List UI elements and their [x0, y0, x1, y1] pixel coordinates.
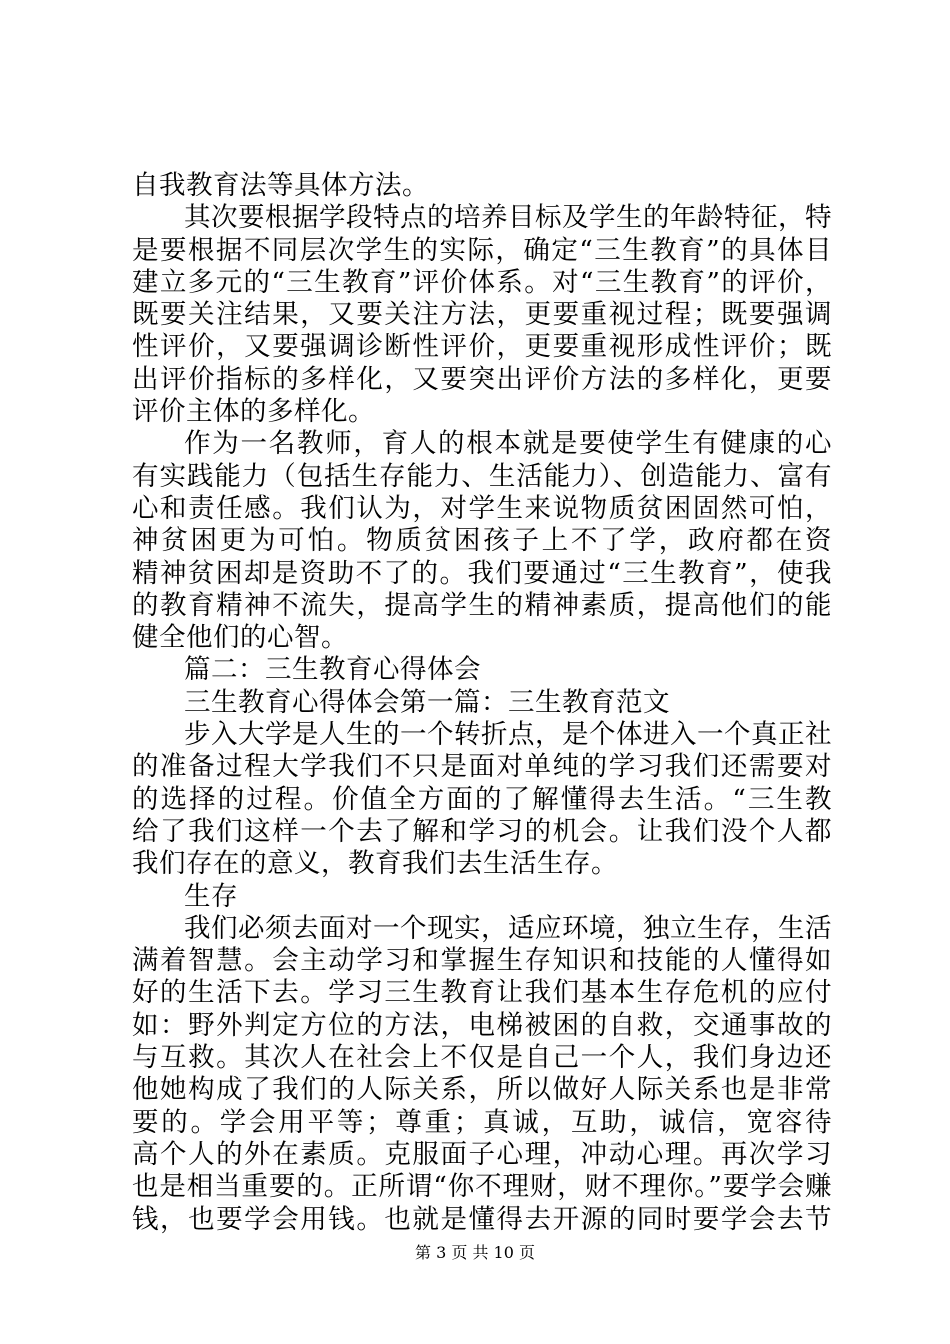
text-line: 作为一名教师，育人的根本就是要使学生有健康的心 — [184, 428, 832, 460]
text-line: 我们必须去面对一个现实，适应环境，独立生存，生活 — [184, 912, 832, 944]
text-line: 建立多元的“三生教育”评价体系。对“三生教育”的评价， — [132, 266, 832, 298]
text-line: 如：野外判定方位的方法，电梯被困的自救，交通事故的 — [132, 1009, 832, 1041]
text-line: 心和责任感。我们认为，对学生来说物质贫困固然可怕， — [132, 492, 832, 524]
document-body — [132, 170, 832, 1236]
text-line: 给了我们这样一个去了解和学习的机会。让我们没个人都 — [132, 815, 832, 847]
text-line: 钱，也要学会用钱。也就是懂得去开源的同时要学会去节 — [132, 1203, 832, 1235]
text-line: 好的生活下去。学习三生教育让我们基本生存危机的应付 — [132, 977, 832, 1009]
text-line: 自我教育法等具体方法。 — [132, 170, 429, 201]
text-line: 的准备过程大学我们不只是面对单纯的学习我们还需要对 — [132, 751, 832, 783]
text-line: 他她构成了我们的人际关系，所以做好人际关系也是非常 — [132, 1074, 832, 1106]
text-line: 也是相当重要的。正所谓“你不理财，财不理你。”要学会赚 — [132, 1171, 832, 1203]
text-line: 健全他们的心智。 — [132, 622, 348, 654]
text-line: 生存 — [184, 880, 238, 912]
text-line: 满着智慧。会主动学习和掌握生存知识和技能的人懂得如 — [132, 945, 832, 977]
text-line: 既要关注结果，又要关注方法，更要重视过程；既要强调 — [132, 299, 832, 331]
text-line: 步入大学是人生的一个转折点，是个体进入一个真正社 — [184, 719, 832, 751]
text-line: 其次要根据学段特点的培养目标及学生的年龄特征，特 — [184, 202, 832, 234]
text-line: 有实践能力（包括生存能力、生活能力）、创造能力、富有 — [132, 460, 832, 492]
text-line: 我们存在的意义，教育我们去生活生存。 — [132, 848, 618, 880]
text-line: 评价主体的多样化。 — [132, 396, 375, 428]
text-line: 出评价指标的多样化，又要突出评价方法的多样化，更要 — [132, 363, 832, 395]
text-line: 高个人的外在素质。克服面子心理，冲动心理。再次学习 — [132, 1138, 832, 1170]
text-line: 的教育精神不流失，提高学生的精神素质，提高他们的能 — [132, 589, 832, 621]
text-line: 精神贫困却是资助不了的。我们要通过“三生教育”，使我 — [132, 557, 832, 589]
text-line: 篇二：三生教育心得体会 — [184, 654, 481, 686]
text-line: 三生教育心得体会第一篇：三生教育范文 — [184, 686, 670, 718]
text-line: 性评价，又要强调诊断性评价，更要重视形成性评价；既 — [132, 331, 832, 363]
page-footer: 第 3 页 共 10 页 — [415, 1243, 535, 1262]
text-line: 要的。学会用平等；尊重；真诚，互助，诚信，宽容待 — [132, 1106, 832, 1138]
text-line: 的选择的过程。价值全方面的了解懂得去生活。“三生教 — [132, 783, 832, 815]
text-line: 与互救。其次人在社会上不仅是自己一个人，我们身边还 — [132, 1042, 832, 1074]
text-line: 神贫困更为可怕。物质贫困孩子上不了学，政府都在资 — [132, 525, 832, 557]
text-line: 是要根据不同层次学生的实际，确定“三生教育”的具体目 — [132, 234, 832, 266]
